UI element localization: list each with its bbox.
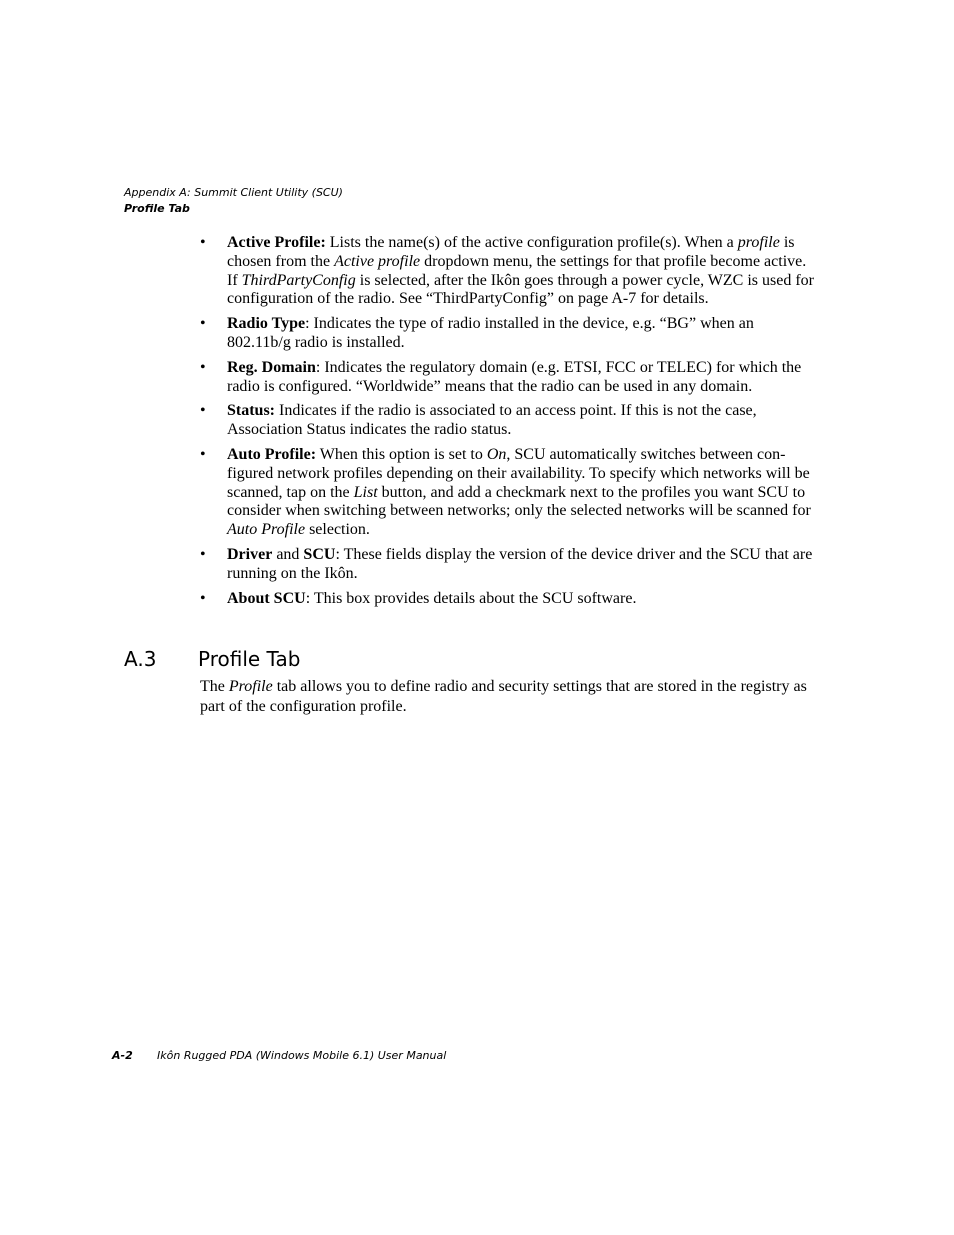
chapter-title: Appendix A: Summit Client Utility (SCU) bbox=[124, 186, 343, 199]
italic-term: List bbox=[353, 483, 378, 501]
text-run: is selected, after the Ikôn goes through a power cycle, WZC is used for configuration of the radio. See “ThirdPartyConfig” on page A-7 for details. bbox=[227, 271, 814, 308]
italic-term: Active profile bbox=[334, 252, 421, 270]
text-run: : Indicates the regulatory domain (e.g. ETSI, FCC or TELEC) for which the radio is configured. “Worldwide” means that the radio can be used in any domain. bbox=[227, 358, 802, 395]
section-title: Profile Tab bbox=[124, 202, 190, 215]
text-run: Lists the name(s) of the active configuration profile(s). When a bbox=[325, 234, 738, 251]
text-run: tab allows you to define radio and security settings that are stored in the registry as part of the configuration profile. bbox=[200, 678, 807, 715]
bold-term: Active Profile: bbox=[227, 234, 326, 251]
manual-title: Ikôn Rugged PDA (Windows Mobile 6.1) User Manual bbox=[157, 1049, 447, 1062]
section-heading-title: Profile Tab bbox=[198, 647, 301, 671]
text-run: : This box provides details about the SCU software. bbox=[305, 589, 637, 607]
bullet-item bbox=[200, 402, 816, 440]
bullet-item bbox=[200, 590, 816, 609]
running-header bbox=[124, 185, 343, 217]
italic-term: Profile bbox=[228, 678, 273, 695]
text-run: When this option is set to bbox=[316, 445, 487, 463]
page-number: A-2 bbox=[112, 1049, 133, 1062]
text-run: button, and add a checkmark next to the profiles you want SCU to consider when switching between networks; only the selected networks will be scanned for bbox=[227, 483, 811, 520]
bullet-item bbox=[200, 446, 816, 540]
bold-term: SCU bbox=[303, 545, 336, 563]
text-run: The bbox=[200, 678, 229, 695]
text-run: , SCU automatically switches between con-figured network profiles depending on their availability. To specify which networks will be scanned, tap on the bbox=[227, 445, 810, 501]
bullet-item bbox=[200, 546, 816, 584]
text-run: dropdown menu, the settings for that profile become active. bbox=[420, 252, 807, 270]
section-number: A.3 bbox=[124, 647, 157, 671]
italic-term: On bbox=[486, 445, 507, 463]
italic-term: profile bbox=[737, 234, 780, 251]
bullet-item bbox=[200, 234, 816, 309]
section-heading bbox=[124, 646, 300, 672]
italic-term: ThirdPartyConfig bbox=[241, 271, 356, 289]
bullet-list bbox=[200, 234, 816, 614]
bold-term: Auto Profile: bbox=[227, 445, 317, 463]
bold-term: About SCU bbox=[227, 589, 306, 607]
bold-term: Radio Type bbox=[227, 315, 306, 333]
bullet-item bbox=[200, 315, 816, 353]
bold-term: Reg. Domain bbox=[227, 358, 316, 376]
bold-term: Driver bbox=[227, 545, 273, 563]
page-footer bbox=[112, 1048, 446, 1064]
italic-term: Auto Profile bbox=[227, 521, 306, 539]
bold-term: Status: bbox=[227, 402, 276, 420]
bullet-item bbox=[200, 359, 816, 397]
text-run: is chosen from the bbox=[227, 234, 795, 270]
text-run: selection. bbox=[305, 521, 370, 539]
text-run: If bbox=[227, 271, 242, 289]
text-run: : Indicates the type of radio installed in the device, e.g. “BG” when an 802.11b/g radio is installed. bbox=[227, 315, 754, 351]
text-run: Indicates if the radio is associated to an access point. If this is not the case, Association Status indicates the radio status. bbox=[227, 402, 757, 439]
bullet-subparagraph bbox=[227, 272, 816, 310]
text-run: and bbox=[272, 545, 304, 563]
text-run: : These fields display the version of the device driver and the SCU that are running on the Ikôn. bbox=[227, 545, 813, 582]
section-intro bbox=[200, 677, 816, 717]
